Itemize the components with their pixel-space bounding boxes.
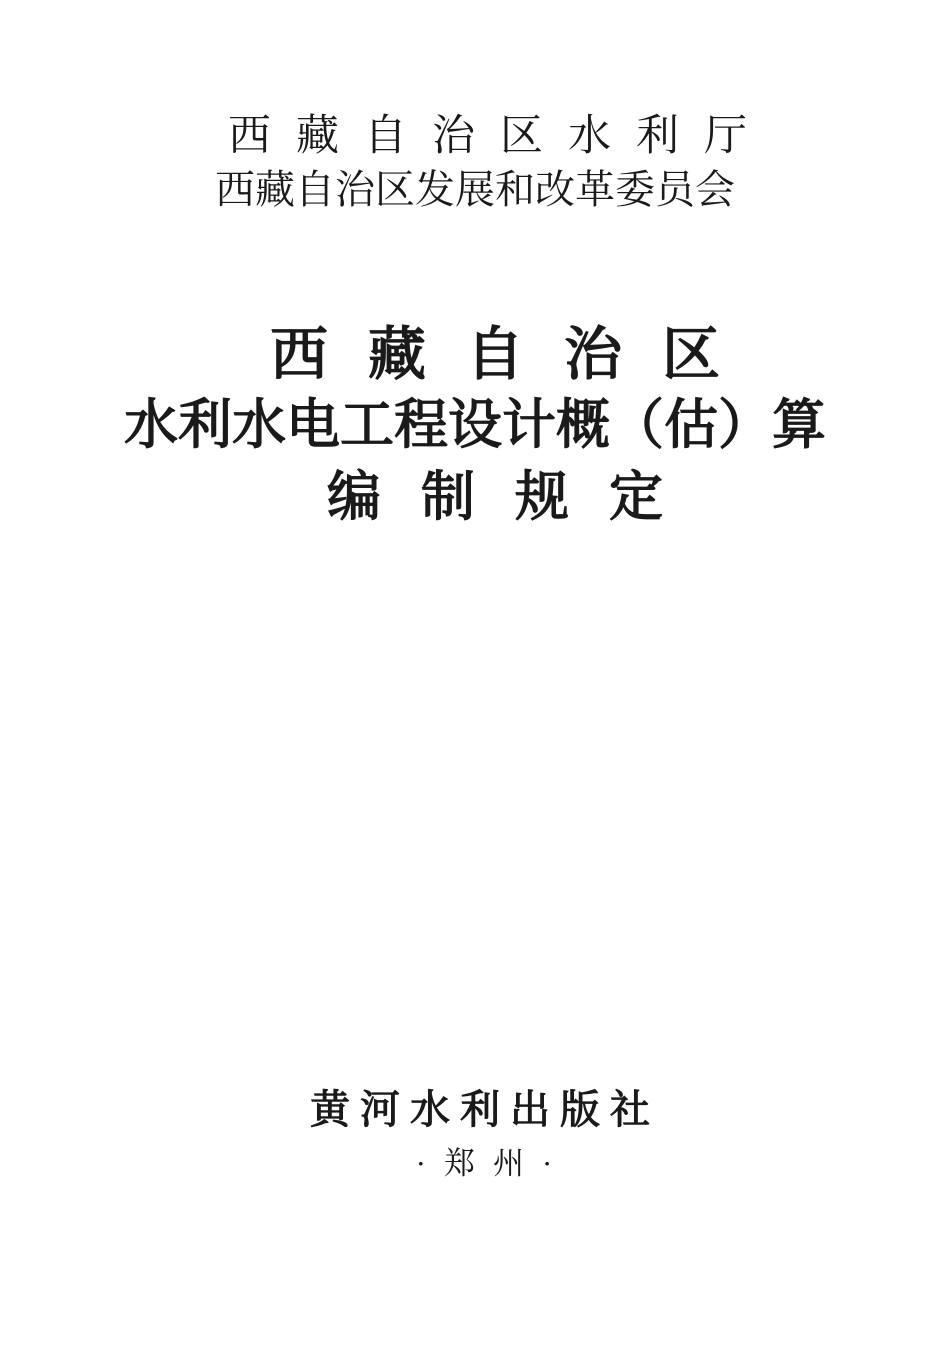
book-title-line-2: 水利水电工程设计概（估）算 (124, 395, 826, 455)
book-title-line-1: 西藏自治区 (269, 322, 760, 387)
issuing-authority-line-1: 西藏自治区水利厅 (228, 113, 772, 160)
publisher-city: ·郑州· (415, 1146, 571, 1181)
book-title-line-3: 编制规定 (327, 467, 703, 527)
issuing-authority-line-2: 西藏自治区发展和改革委员会 (215, 167, 735, 212)
publisher-name: 黄河水利出版社 (310, 1088, 660, 1132)
